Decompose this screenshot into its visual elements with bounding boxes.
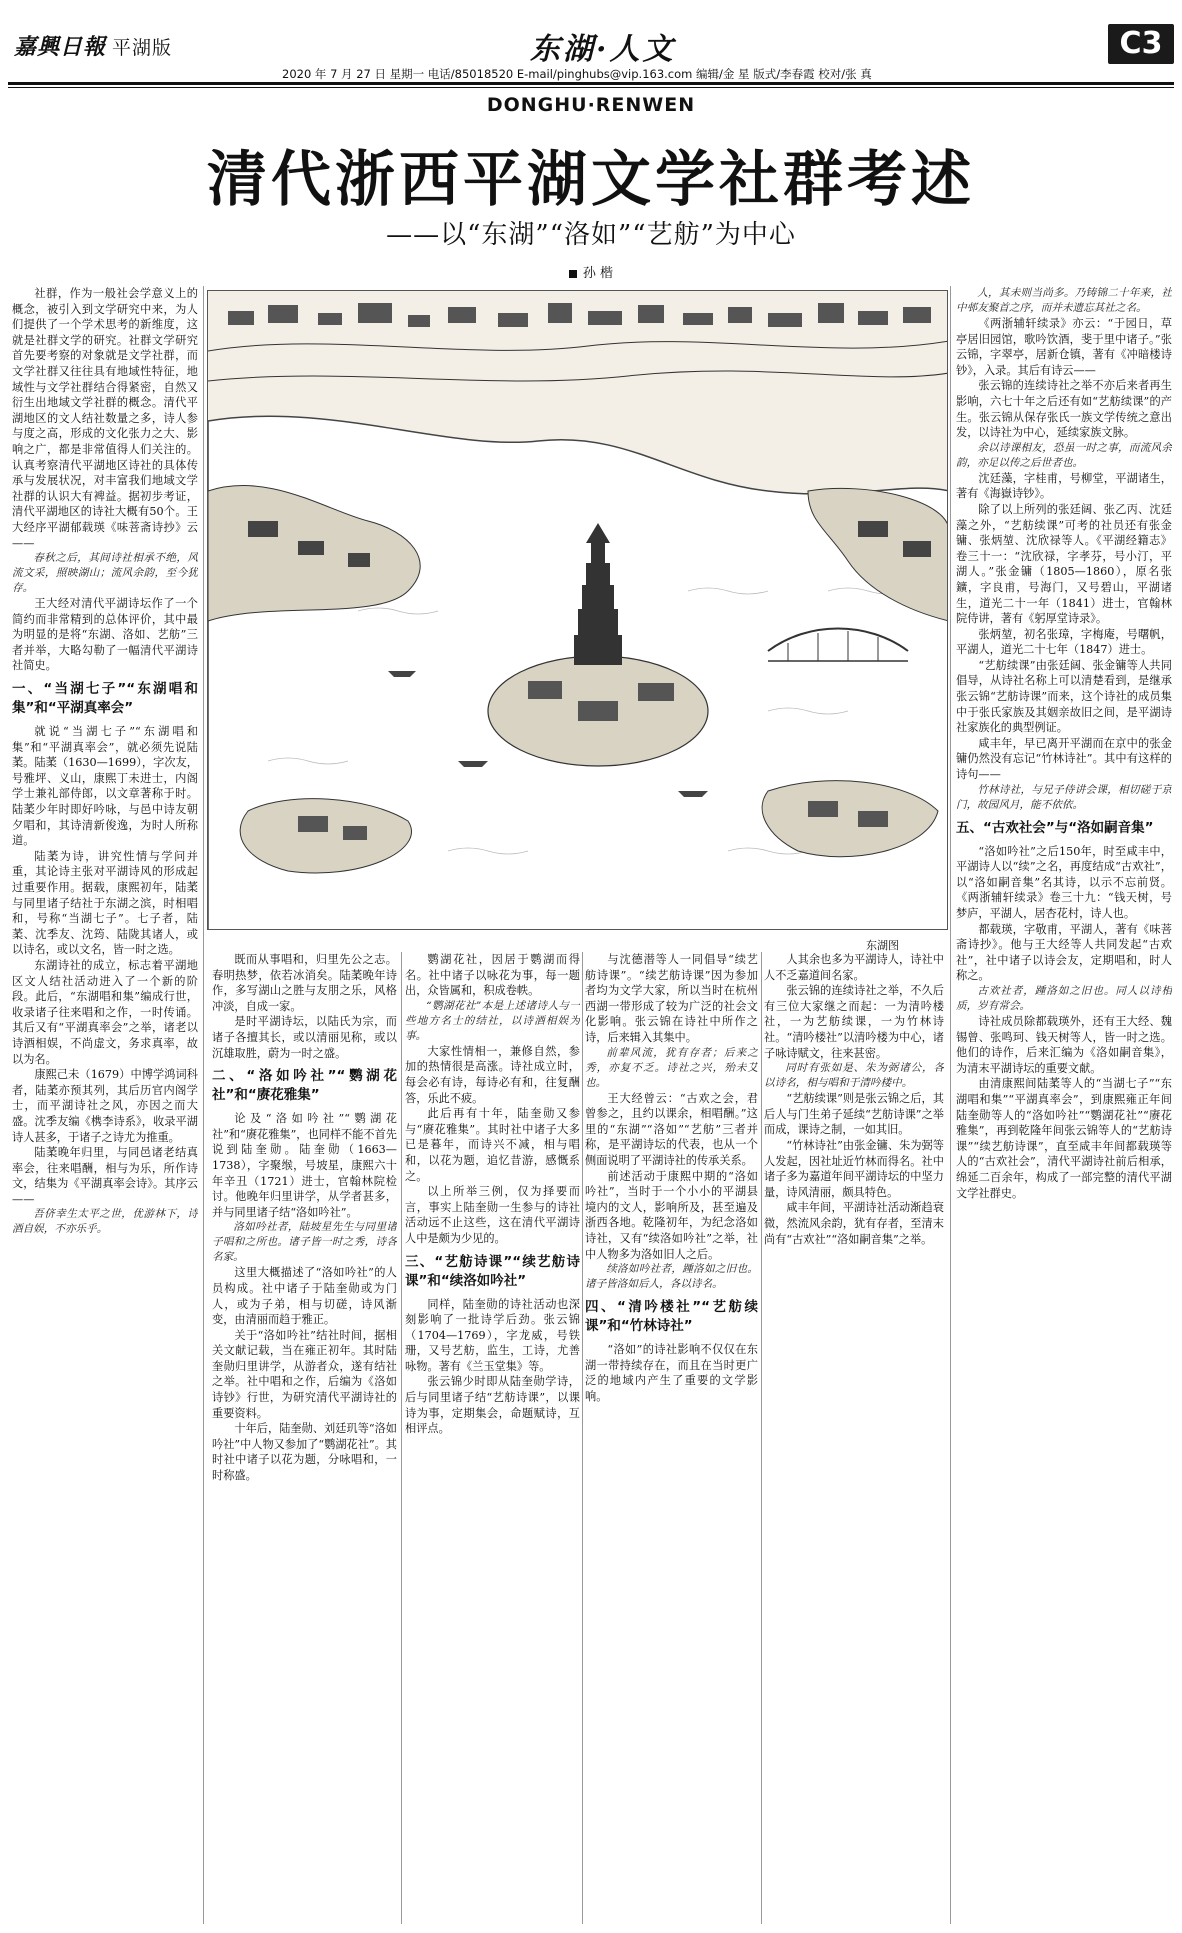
block-quote: 春秋之后，其间诗社相承不绝，风流文采，照映湖山；流风余韵，至今犹存。 (12, 552, 198, 595)
column-divider (582, 952, 583, 1924)
paragraph: 既而从事唱和，归里先公之志。春明热梦，依若冰消矣。陆葇晚年诗作，多写湖山之胜与友朋之乐，风格冲淡，自成一家。 (212, 953, 397, 1013)
block-quote: 续洛如吟社者，踵洛如之旧也。诸子皆洛如后人，各以诗名。 (585, 1263, 758, 1291)
section-heading: 一、“当湖七子”“东湖唱和集”和“平湖真率会” (12, 681, 198, 717)
paragraph: 鹦湖花社，因居于鹦湖而得名。社中诸子以咏花为事，每一题出，众皆属和，积成卷帙。 (405, 953, 580, 998)
paragraph: 王大经曾云：“古欢之会，君曾参之，且约以课余，相唱酬。”这里的“东湖”“洛如”“艺舫”三者并称，是平湖诗坛的代表，也从一个侧面说明了平湖诗社的传承关系。 (585, 1091, 758, 1167)
paragraph: 康熙己未（1679）中博学鸿词科者，陆葇亦预其列，其后历官内阁学士，而平湖诗社之风，亦因之而大盛。沈季友编《槜李诗系》，收录平湖诗人甚多，于诸子之诗尤为推重。 (12, 1068, 198, 1144)
block-quote: 人，其未则当尚多。乃铸锦二十年来，社中邨友聚首之序，而并未遗忘其社之名。 (956, 287, 1172, 314)
paragraph: 《两浙辅轩续录》亦云：“于园日，草亭居旧园馆，歌吟饮酒，斐于里中诸子。”张云锦，字翠亭，居新仓镇，著有《冲暗楼诗钞》，入录。其后有诗云—— (956, 317, 1172, 377)
masthead-rule-thin (8, 87, 1174, 88)
paragraph: 沈廷藻，字桂甫，号柳堂，平湖诸生，著有《海嶽诗钞》。 (956, 471, 1172, 501)
paragraph: 由清康熙间陆葇等人的“当湖七子”“东湖唱和集”“平湖真率会”，到康熙雍正年间陆奎勋等人的“洛如吟社”“鹦湖花社”“赓花雅集”，再到乾隆年间张云锦等人的“艺舫诗课”“续艺舫诗课”，直至咸丰年间都载瑛等人的“古欢社会”，清代平湖诗社前后相承，绵延二百余年，构成了一部完整的清代平湖文学社群史。 (956, 1077, 1172, 1200)
paragraph: 同样，陆奎勋的诗社活动也深刻影响了一批诗学后劲。张云锦（1704—1769），字龙威，号铁珊，又号艺舫，监生，工诗，尤善咏物。著有《兰玉堂集》等。 (405, 1297, 580, 1373)
byline-square-icon (569, 270, 577, 278)
page-number-badge: C3 (1108, 24, 1174, 64)
paragraph: 大家性情相一，兼修自然，参加的热情很是高涨。诗社成立时，每会必有诗，每诗必有和，往复酬答，乐此不疲。 (405, 1044, 580, 1105)
paragraph: 张云锦的连续诗社之举不亦后来者再生影响，六七十年之后还有如“艺舫续课”的产生。张云锦从保存张氏一族文学传统之意出发，以诗社为中心，延续家族文脉。 (956, 379, 1172, 440)
block-quote: 竹林诗社，与兄子侍讲会课，相切磋于京门，故园风月，能不依依。 (956, 783, 1172, 811)
paragraph: 陆葇晚年归里，与同邑诸老结真率会，往来唱酬，相与为乐，所作诗文，结集为《平湖真率会诗》。其序云—— (12, 1146, 198, 1206)
paragraph: 王大经对清代平湖诗坛作了一个简约而非常精到的总体评价，其中最为明显的是将“东湖、洛如、艺舫”三者并举，大略勾勒了一幅清代平湖诗社简史。 (12, 597, 198, 673)
column-divider (950, 286, 951, 1924)
section-heading: 五、“古欢社会”与“洛如嗣音集” (956, 819, 1154, 836)
paragraph: 人其余也多为平湖诗人，诗社中人不乏嘉道间名家。 (764, 953, 944, 982)
paragraph: 咸丰年间，平湖诗社活动渐趋衰微，然流风余韵，犹有存者，至清末尚有“古欢社”“洛如嗣音集”之举。 (764, 1201, 944, 1246)
block-quote: “鹦湖花社”本是上述诸诗人与一些地方名士的结社，以诗酒相娱为事。 (405, 999, 580, 1042)
paragraph: 论及“洛如吟社”“鹦湖花社”和“赓花雅集”，也同样不能不首先说到陆奎勋。陆奎勋（1663—1738），字聚缑，号坡星，康熙六十年辛丑（1721）进士，官翰林院检讨。他晚年归里讲学，从学者甚多，并与同里诸子结“洛如吟社”。 (212, 1112, 397, 1219)
paragraph: 诗社成员除都载瑛外，还有王大经、魏锡曾、张鸣珂、钱天树等人，皆一时之选。他们的诗作，后来汇编为《洛如嗣音集》，为清末平湖诗坛的重要文献。 (956, 1014, 1172, 1075)
section-heading: 三、“艺舫诗课”“续艺舫诗课”和“续洛如吟社” (405, 1253, 580, 1289)
block-quote: 余以诗课相友，恐虽一时之事，而流风余韵，亦足以传之后世者也。 (956, 441, 1172, 469)
paragraph: 以上所举三例，仅为择要而言，事实上陆奎勋一生参与的诗社活动远不止这些，这在清代平湖诗人中是颇为少见的。 (405, 1185, 580, 1245)
figure-caption: 东湖图 (866, 939, 899, 952)
paragraph: 前述活动于康熙中期的“洛如吟社”，当时于一个小小的平湖县境内的文人，影响所及，甚至遍及浙西各地。乾隆初年，为纪念洛如诗社，又有“续洛如吟社”之举，社中人物多为洛如旧人之后。 (585, 1169, 758, 1261)
paragraph: 十年后，陆奎勋、刘廷玑等“洛如吟社”中人物又参加了“鹦湖花社”。其时社中诸子以花为题，分咏唱和，一时称盛。 (212, 1422, 397, 1483)
block-quote: 洛如吟社者，陆坡星先生与同里诸子唱和之所也。诸子皆一时之秀，诗各名家。 (212, 1221, 397, 1264)
paragraph: 东湖诗社的成立，标志着平湖地区文人结社活动进入了一个新的阶段。此后，“东湖唱和集”编成行世，收录诸子往来唱和之作，一时传诵。其后又有“平湖真率会”之举，诸老以诗酒相娱，不尚虚文，务求真率，故以为名。 (12, 958, 198, 1066)
paragraph: “艺舫续课”由张廷阔、张金镛等人共同倡导，从诗社名称上可以清楚看到，是继承张云锦“艺舫诗课”而来，这个诗社的成员集中于张氏家族及其姻亲故旧之间，是平湖诗社家族化的典型例证。 (956, 658, 1172, 735)
text-column-2 (212, 952, 397, 1924)
paragraph: 都载瑛，字敬甫，平湖人，著有《味菩斋诗抄》。他与王大经等人共同发起“古欢社”，社中诸子以诗会友，定期唱和，时人称之。 (956, 922, 1172, 983)
section-title: 东湖·人文 (530, 32, 676, 67)
column-divider (401, 952, 402, 1924)
article-byline (0, 262, 1182, 281)
masthead-rule (8, 82, 1174, 85)
author-name: 孙 楷 (582, 266, 614, 281)
newspaper-brand (14, 30, 172, 61)
paragraph: “竹林诗社”由张金镛、朱为弼等人发起，因社址近竹林而得名。社中诸子多为嘉道年间平湖诗坛的中坚力量，诗风清丽，颇具特色。 (764, 1138, 944, 1199)
paragraph: “洛如吟社”之后150年，时至咸丰中，平湖诗人以“续”之名，再度结成“古欢社”，以“洛如嗣音集”名其诗，以示不忘前贤。《两浙辅轩续录》卷三十九：“钱天树，号梦庐，平湖人，居杏花村，诗人也。 (956, 844, 1172, 920)
paragraph: 张云锦的连续诗社之举，不久后有三位大家继之而起：一为清吟楼社，一为艺舫续课，一为竹林诗社。“清吟楼社”以清吟楼为中心，诸子咏诗赋文，往来甚密。 (764, 984, 944, 1060)
edition-name: 平湖版 (112, 37, 173, 59)
column-divider (203, 286, 204, 1924)
paragraph: 张云锦少时即从陆奎勋学诗，后与同里诸子结“艺舫诗课”，以课诗为事，定期集会，命题赋诗，互相评点。 (405, 1375, 580, 1436)
paragraph: 此后再有十年，陆奎勋又参与“赓花雅集”。其时社中诸子大多已是暮年，而诗兴不减，相与唱和，以花为题，追忆昔游，感慨系之。 (405, 1107, 580, 1183)
paragraph: 这里大概描述了“洛如吟社”的人员构成。社中诸子于陆奎勋或为门人，或为子弟，相与切磋，诗风渐变，由清丽而趋于雅正。 (212, 1266, 397, 1327)
section-title-english: DONGHU·RENWEN (486, 94, 696, 116)
donghu-map-illustration (208, 291, 948, 930)
paragraph: 关于“洛如吟社”结社时间，据相关文献记载，当在雍正初年。其时陆奎勋归里讲学，从游者众，遂有结社之举。社中唱和之作，后编为《洛如诗钞》行世，为研究清代平湖诗社的重要资料。 (212, 1328, 397, 1420)
paragraph: 是时平湖诗坛，以陆氏为宗，而诸子各擅其长，或以清丽见称，或以沉雄取胜，蔚为一时之盛。 (212, 1015, 397, 1060)
paragraph: 张炳堃，初名张璋，字梅庵，号曙帆，平湖人，道光二十七年（1847）进士。 (956, 627, 1172, 657)
paragraph: 陆葇为诗，讲究性情与学问并重，其论诗主张对平湖诗风的形成起过重要作用。据载，康熙初年，陆葇与同里诸子结社于东湖之滨，时相唱和，号称“当湖七子”。七子者，陆葇、沈季友、沈筠、陆陇其诸人，或以诗名，或以文名，皆一时之选。 (12, 849, 198, 957)
paragraph: “洛如”的诗社影响不仅仅在东湖一带持续存在，而且在当时更广泛的地域内产生了重要的文学影响。 (585, 1343, 758, 1403)
text-column-4 (585, 952, 758, 1924)
text-column-1 (12, 286, 198, 1924)
paragraph: 咸丰年，早已离开平湖而在京中的张金镛仍然没有忘记“竹林诗社”。其中有这样的诗句—— (956, 736, 1172, 782)
donghu-map-figure (207, 290, 948, 930)
article-subtitle: ——以“东湖”“洛如”“艺舫”为中心 (386, 220, 796, 250)
section-heading: 二、“洛如吟社”“鹦湖花社”和“赓花雅集” (212, 1068, 397, 1104)
paragraph: 除了以上所列的张廷阔、张乙丙、沈廷藻之外，“艺舫续课”可考的社员还有张金镛、张炳堃、沈欣禄等人。《平湖经籍志》卷三十一：“沈欣禄，字孝芬，号小汀，平湖人。”张金镛（1805—1860），原名张鑛，字良甫，号海门，又号碧山，平湖诸生，道光二十一年（1841）进士，官翰林院侍讲，著有《躬厚堂诗录》。 (956, 502, 1172, 626)
masthead (0, 0, 1182, 81)
paragraph: “艺舫续课”则是张云锦之后，其后人与门生弟子延续“艺舫诗课”之举而成，课诗之制，一如其旧。 (764, 1092, 944, 1137)
block-quote: 古欢社者，踵洛如之旧也。同人以诗相质，岁有常会。 (956, 984, 1172, 1012)
paragraph: 与沈德潜等人一同倡导“续艺舫诗课”。“续艺舫诗课”因为参加者均为文学大家，所以当时在杭州西湖一带形成了较为广泛的社会文化影响。张云锦在诗社中所作之诗，后来辑入其集中。 (585, 953, 758, 1044)
paragraph: 就说“当湖七子”“东湖唱和集”和“平湖真率会”，就必须先说陆葇。陆葇（1630—1699），字次友，号雅坪、义山，康熙丁未进士，内阁学士兼礼部侍郎，以文章著称于时。陆葇少年时即好吟咏，与邑中诗友朝夕唱和，其诗清新俊逸，为时人所称道。 (12, 725, 198, 848)
text-column-3 (405, 952, 580, 1924)
block-quote: 吾侪幸生太平之世，优游林下，诗酒自娱，不亦乐乎。 (12, 1208, 198, 1236)
brand-name: 嘉興日報 (14, 34, 107, 60)
column-divider (761, 952, 762, 1924)
section-heading: 四、“清吟楼社”“艺舫续课”和“竹林诗社” (585, 1299, 758, 1335)
text-column-5 (764, 952, 944, 1924)
article-headline: 清代浙西平湖文学社群考述 (207, 145, 975, 215)
block-quote: 同时有张如是、朱为弼诸公，各以诗名，相与唱和于清吟楼中。 (764, 1062, 944, 1090)
issue-info-line: 2020 年 7 月 27 日 星期一 电话/85018520 E-mail/pinghubs@vip.163.com 编辑/金 星 版式/李春霞 校对/张 真 (282, 67, 872, 81)
block-quote: 前辈风流，犹有存者；后来之秀，亦复不乏。诗社之兴，殆未艾也。 (585, 1046, 758, 1089)
text-column-6 (956, 286, 1172, 1924)
paragraph: 社群，作为一般社会学意义上的概念，被引入到文学研究中来，为人们提供了一个学术思考的新维度，这就是社群文学的研究。社群文学研究首先要考察的对象就是文学社群，而文学社群又往往具有地域性特征，地域性与文学社群结合得紧密，自然又衍生出地域文学社群的概念。清代平湖地区的文人结社数量之多，诗人参与度之高，形成的文化张力之大、影响之广，都是非常值得人们关注的。认真考察清代平湖地区诗社的具体传承与发展状况，对丰富我们地域文学社群的认识大有裨益。据初步考证，清代平湖地区的诗社大概有50个。王大经序平湖郁载瑛《味菩斋诗抄》云—— (12, 287, 198, 550)
